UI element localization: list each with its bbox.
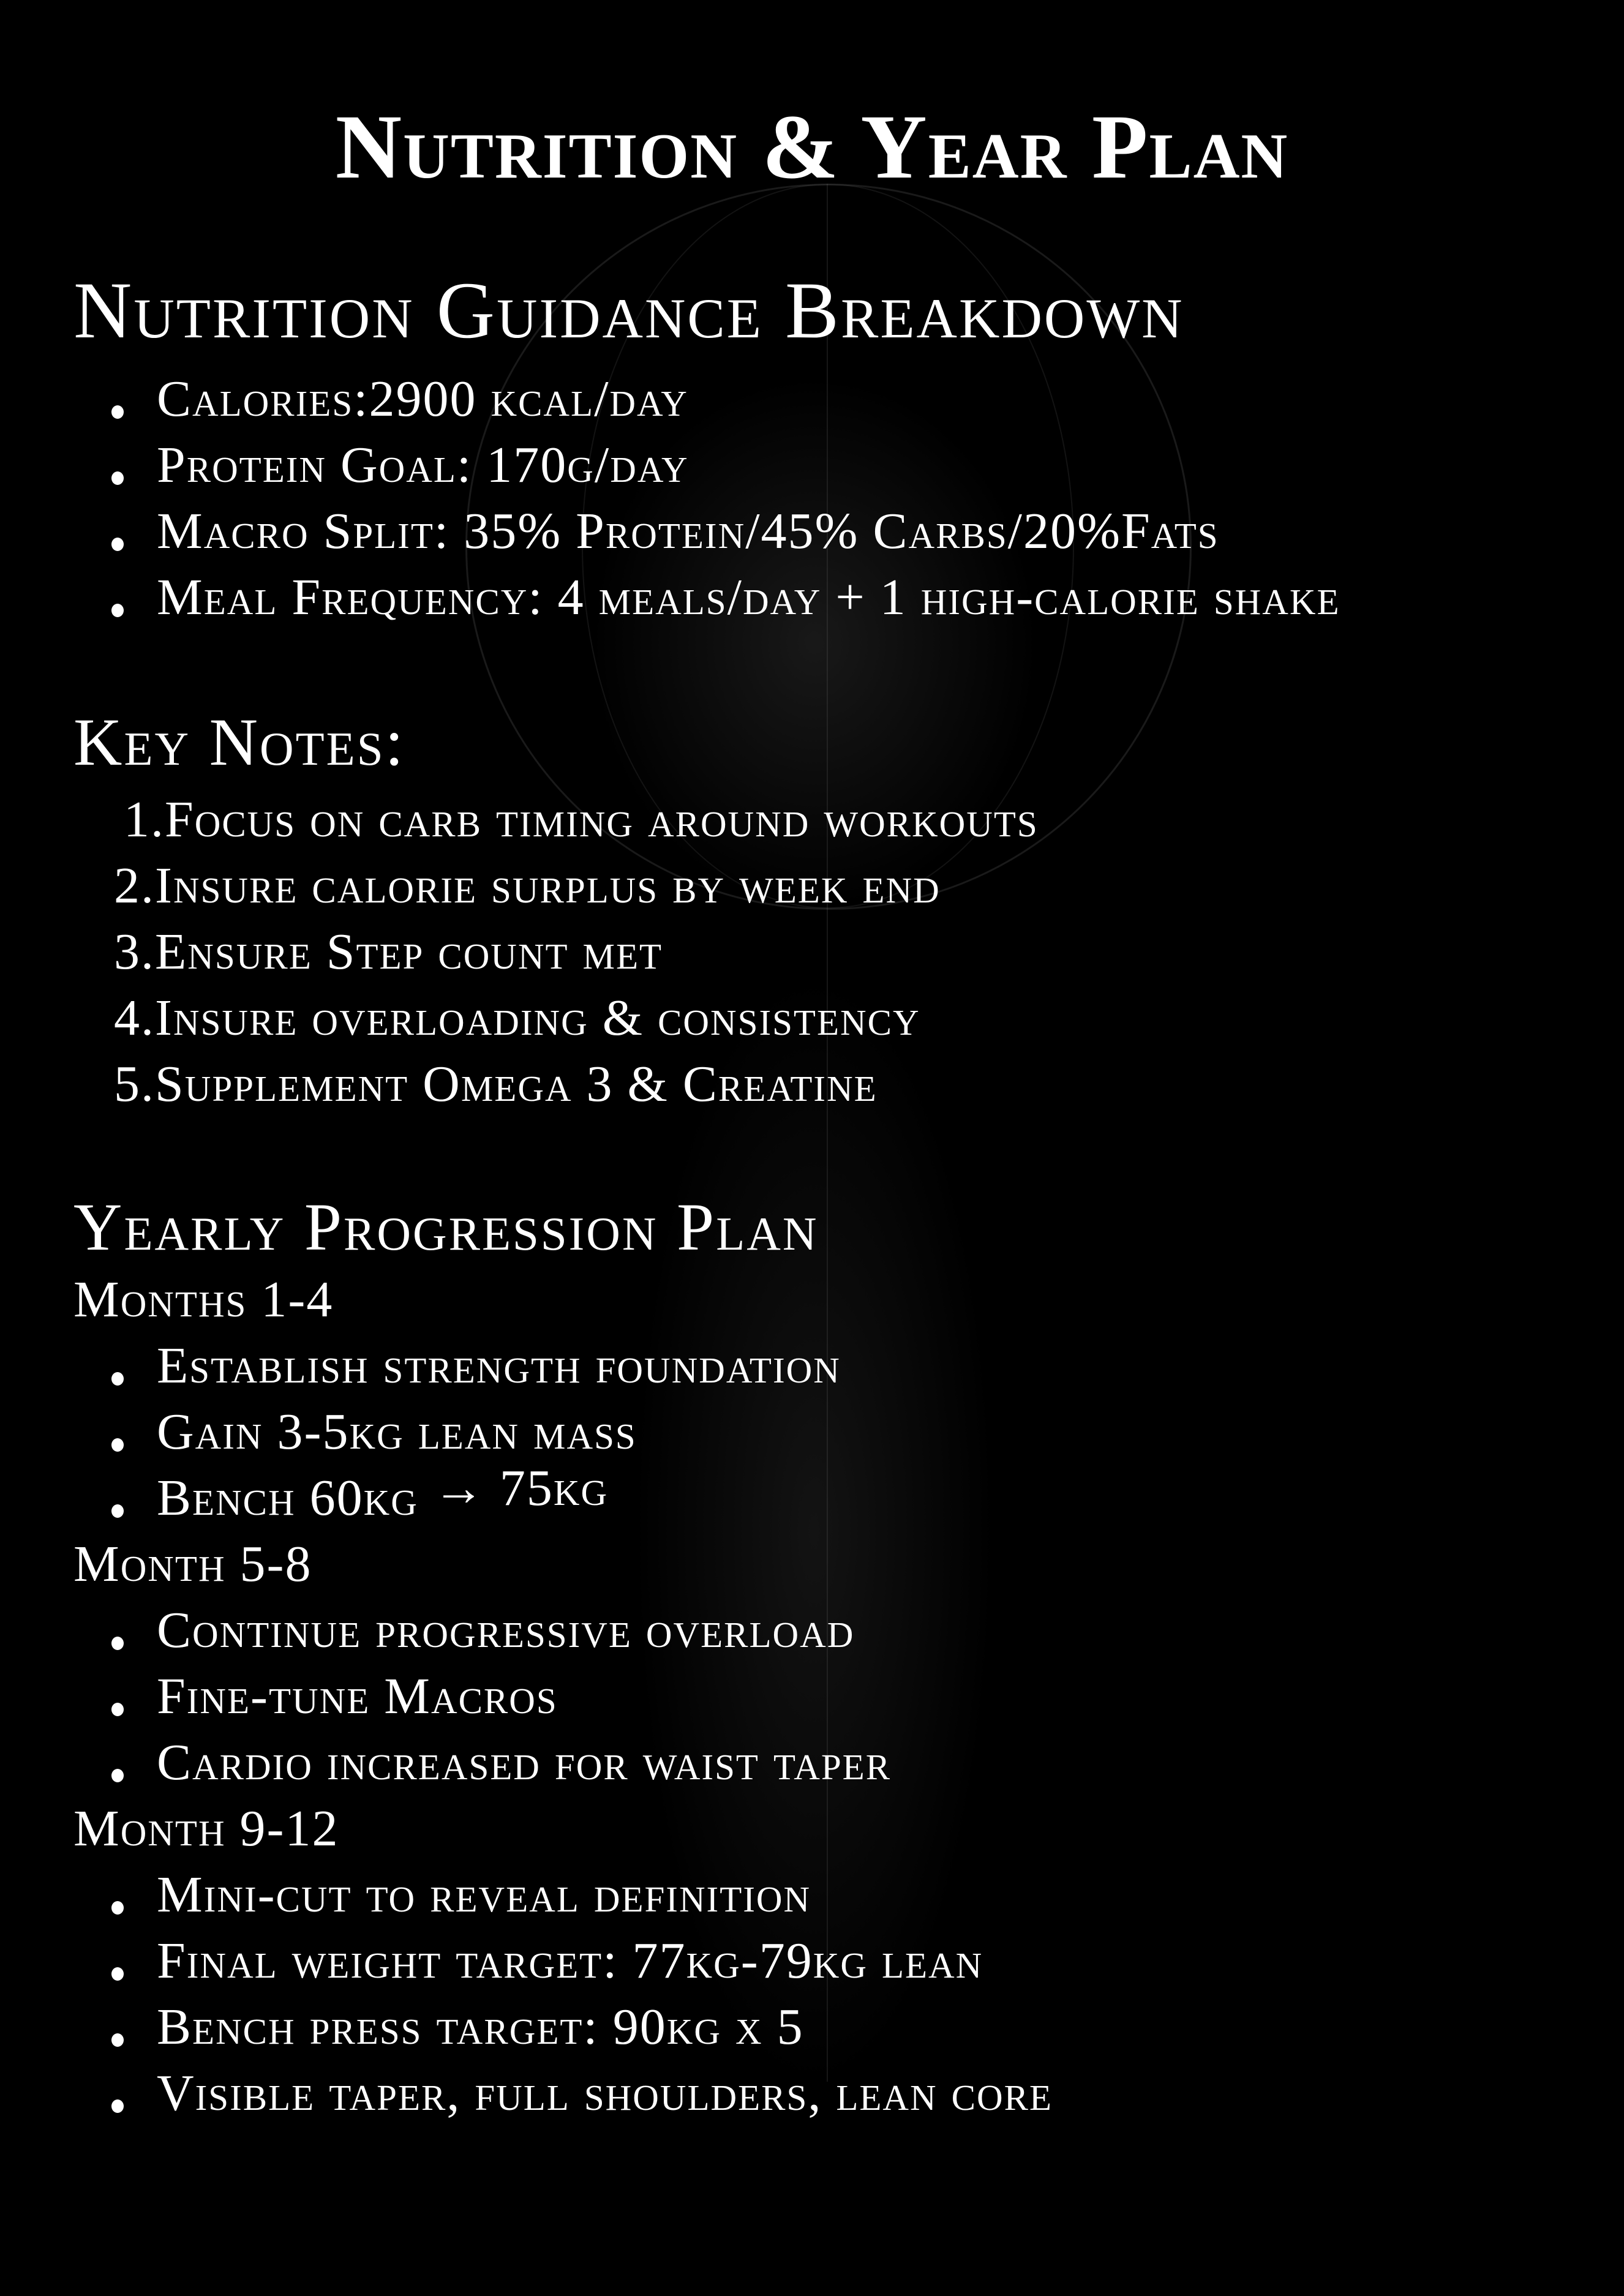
list-item: 3.Ensure Step count met — [114, 923, 663, 980]
bench-goal: → 75kg — [432, 1460, 609, 1517]
list-item: Calories:2900 kcal/day — [73, 366, 1587, 432]
key-notes-list — [73, 787, 1587, 1117]
key-notes-section — [73, 702, 1587, 1117]
list-item: 2.Insure calorie surplus by week end — [114, 857, 941, 914]
list-item: Meal Frequency: 4 meals/day + 1 high-calorie shake — [73, 565, 1587, 631]
phase-label: Month 9-12 — [73, 1800, 339, 1857]
list-item: Final weight target: 77kg-79kg lean — [73, 1928, 1587, 1994]
list-item: Fine-tune Macros — [73, 1664, 1587, 1730]
key-notes-heading: Key Notes: — [73, 705, 406, 779]
list-item: Mini-cut to reveal definition — [73, 1862, 1587, 1928]
yearly-section — [73, 1187, 1587, 2126]
list-item: Visible taper, full shoulders, lean core — [73, 2060, 1587, 2126]
yearly-heading: Yearly Progression Plan — [73, 1190, 819, 1264]
bench-start: Bench 60kg — [157, 1469, 418, 1526]
list-item: Bench press target: 90kg x 5 — [73, 1994, 1587, 2060]
nutrition-heading: Nutrition Guidance Breakdown — [73, 265, 1184, 355]
list-item: Continue progressive overload — [73, 1597, 1587, 1664]
page-title: Nutrition & Year Plan — [335, 96, 1289, 198]
list-item: 4.Insure overloading & consistency — [114, 989, 920, 1046]
list-item: 1.Focus on carb timing around workouts — [124, 791, 1039, 848]
nutrition-section — [73, 265, 1587, 631]
list-item: Cardio increased for waist taper — [73, 1730, 1587, 1796]
list-item: Establish strength foundation — [73, 1333, 1587, 1399]
list-item: Macro Split: 35% Protein/45% Carbs/20%Fats — [73, 498, 1587, 565]
phase-label: Month 5-8 — [73, 1536, 312, 1593]
nutrition-list — [73, 366, 1587, 631]
list-item: Gain 3-5kg lean mass — [73, 1399, 1587, 1465]
phase-label: Months 1-4 — [73, 1271, 334, 1328]
list-item: 5.Supplement Omega 3 & Creatine — [114, 1056, 878, 1112]
list-item: Protein Goal: 170g/day — [73, 432, 1587, 498]
list-item — [73, 1460, 1587, 1531]
